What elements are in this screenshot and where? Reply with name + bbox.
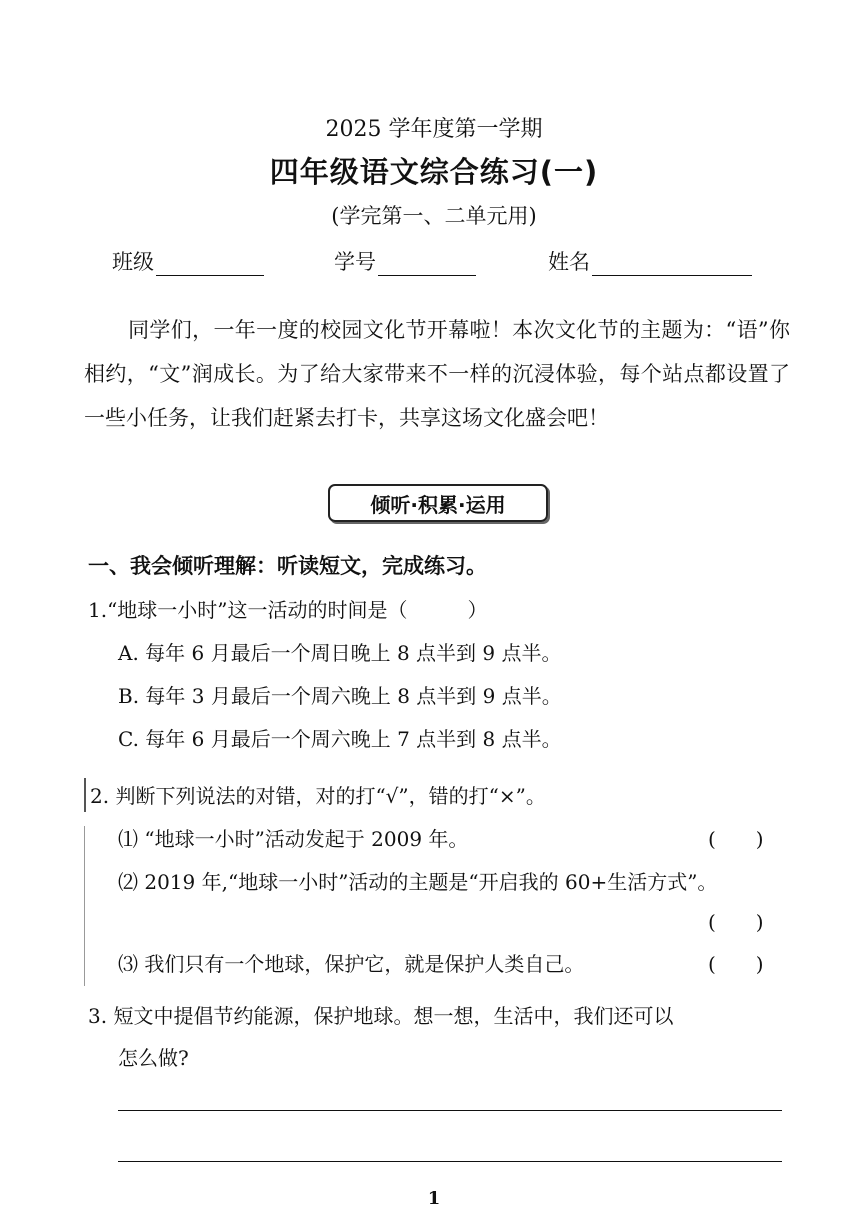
q2-stem: 2. 判断下列说法的对错，对的打“√”，错的打“×”。 <box>90 784 546 808</box>
q3-stem-line2: 怎么做? <box>118 1046 189 1070</box>
q3-stem-line1: 3. 短文中提倡节约能源，保护地球。想一想，生活中，我们还可以 <box>88 1004 674 1028</box>
q1-option-a[interactable]: A. 每年 6 月最后一个周日晚上 8 点半到 9 点半。 <box>118 641 562 665</box>
q2-answer-1[interactable]: ( ) <box>708 827 764 851</box>
q1-option-b[interactable]: B. 每年 3 月最后一个周六晚上 8 点半到 9 点半。 <box>118 684 562 708</box>
margin-rule <box>84 826 85 986</box>
student-number-field[interactable] <box>334 246 476 276</box>
page-number: 1 <box>427 1188 441 1209</box>
student-number-label: 学号 <box>334 250 376 274</box>
part1-heading: 一、我会倾听理解：听读短文，完成练习。 <box>88 554 487 578</box>
q1-option-c[interactable]: C. 每年 6 月最后一个周六晚上 7 点半到 8 点半。 <box>118 727 562 751</box>
class-label: 班级 <box>112 250 154 274</box>
section-title-box <box>328 484 548 522</box>
q2-answer-2[interactable]: ( ) <box>708 910 764 934</box>
margin-mark <box>84 778 86 812</box>
q2-answer-3[interactable]: ( ) <box>708 952 764 976</box>
q2-item-1: ⑴ “地球一小时”活动发起于 2009 年。 <box>118 827 469 851</box>
class-field[interactable] <box>112 246 264 276</box>
intro-paragraph <box>84 308 790 440</box>
q1-stem: 1.“地球一小时”这一活动的时间是（ ） <box>88 598 488 622</box>
page-subtitle: (学完第一、二单元用) <box>331 204 537 228</box>
school-year: 2025 学年度第一学期 <box>325 117 543 142</box>
q3-answer-line-2[interactable] <box>118 1161 782 1162</box>
name-blank[interactable] <box>592 253 752 276</box>
page-title: 四年级语文综合练习(一) <box>269 155 599 189</box>
name-field[interactable] <box>548 246 752 276</box>
name-label: 姓名 <box>548 250 590 274</box>
q3-answer-line-1[interactable] <box>118 1110 782 1111</box>
intro-text: 同学们，一年一度的校园文化节开幕啦！本次文化节的主题为：“语”你相约，“文”润成长。为了给大家带来不一样的沉浸体验，每个站点都设置了一些小任务，让我们赶紧去打卡，共享这场文化盛会吧！ <box>84 318 790 430</box>
student-number-blank[interactable] <box>378 253 476 276</box>
q2-item-3: ⑶ 我们只有一个地球，保护它，就是保护人类自己。 <box>118 952 585 976</box>
section-title: 倾听·积累·运用 <box>370 492 506 517</box>
q2-item-2: ⑵ 2019 年,“地球一小时”活动的主题是“开启我的 60+生活方式”。 <box>118 870 718 894</box>
class-blank[interactable] <box>156 253 264 276</box>
